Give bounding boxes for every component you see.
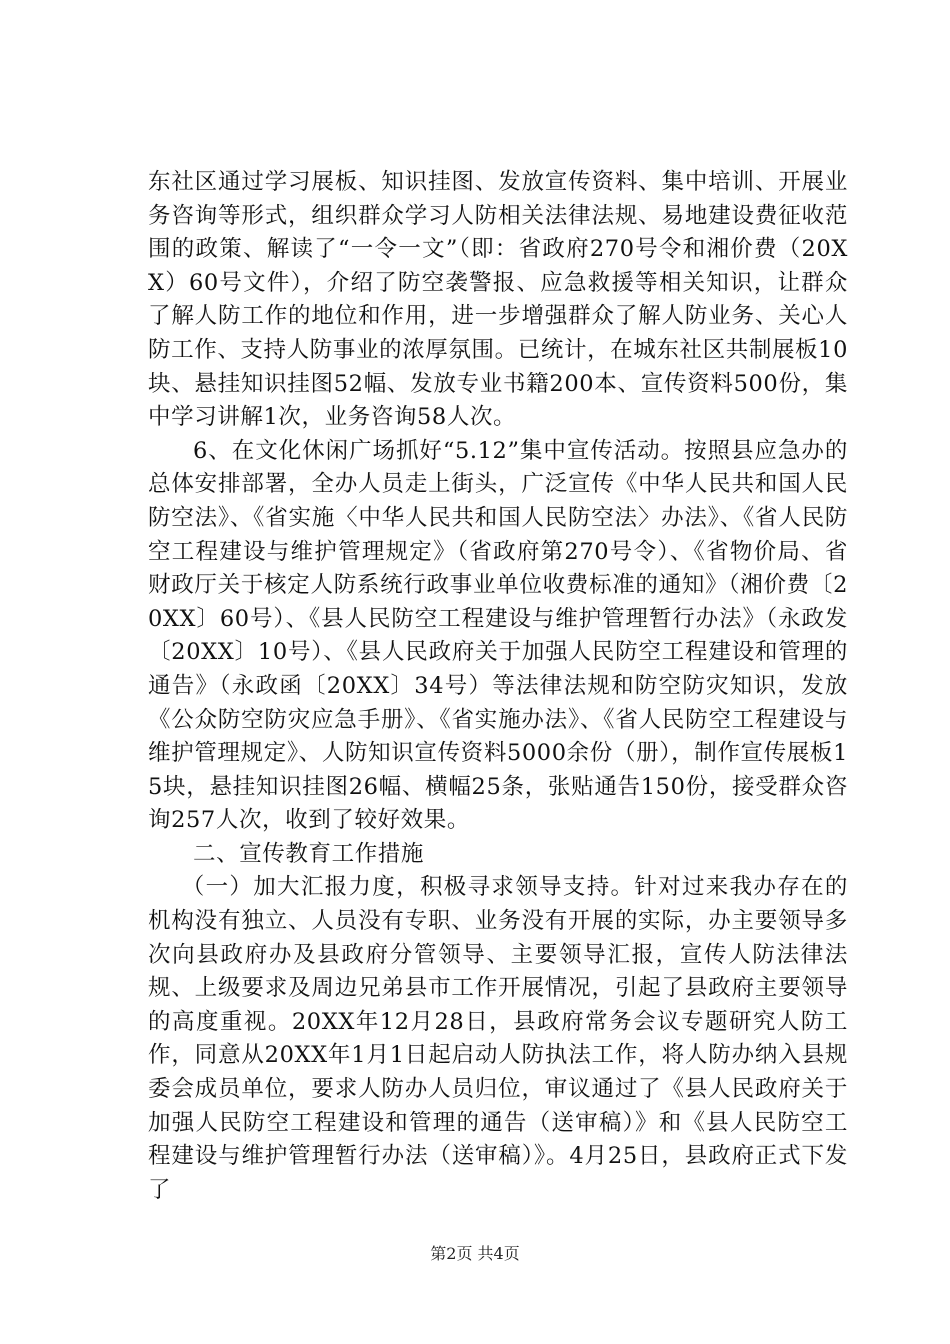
document-body — [148, 166, 848, 1207]
page-footer: 第2页 共4页 — [430, 1244, 520, 1263]
paragraph-continuation: 东社区通过学习展板、知识挂图、发放宣传资料、集中培训、开展业务咨询等形式，组织群众学习人防相关法律法规、易地建设费征收范围的政策、解读了“一令一文”（即：省政府270号令和湘价费（20XX）60号文件），介绍了防空袭警报、应急救援等相关知识，让群众了解人防工作的地位和作用，进一步增强群众了解人防业务、关心人防工作、支持人防事业的浓厚氛围。已统计，在城东社区共制展板10块、悬挂知识挂图52幅、发放专业书籍200本、宣传资料500份，集中学习讲解1次，业务咨询58人次。 — [148, 169, 848, 431]
paragraph-measure-1: （一）加大汇报力度，积极寻求领导支持。针对过来我办存在的机构没有独立、人员没有专职、业务没有开展的实际，办主要领导多次向县政府办及县政府分管领导、主要领导汇报，宣传人防法律法规、上级要求及周边兄弟县市工作开展情况，引起了县政府主要领导的高度重视。20XX年12月28日，县政府常务会议专题研究人防工作，同意从20XX年1月1日起启动人防执法工作，将人防办纳入县规委会成员单位，要求人防办人员归位，审议通过了《县人民政府关于加强人民防空工程建设和管理的通告（送审稿）》和《县人民防空工程建设与维护管理暂行办法（送审稿）》。4月25日，县政府正式下发了 — [148, 874, 848, 1203]
section-heading-2: 二、宣传教育工作措施 — [193, 840, 425, 867]
paragraph-item-6: 6、在文化休闲广场抓好“5.12”集中宣传活动。按照县应急办的总体安排部署，全办人员走上街头，广泛宣传《中华人民共和国人民防空法》、《省实施〈中华人民共和国人民防空法〉办法》、《省人民防空工程建设与维护管理规定》（省政府第270号令）、《省物价局、省财政厅关于核定人防系统行政事业单位收费标准的通知》（湘价费〔20XX〕60号）、《县人民防空工程建设与维护管理暂行办法》（永政发〔20XX〕10号）、《县人民政府关于加强人民防空工程建设和管理的通告》（永政函〔20XX〕34号）等法律法规和防空防灾知识，发放《公众防空防灾应急手册》、《省实施办法》、《省人民防空工程建设与维护管理规定》、人防知识宣传资料5000余份（册），制作宣传展板15块，悬挂知识挂图26幅、横幅25条，张贴通告150份，接受群众咨询257人次，收到了较好效果。 — [148, 437, 848, 834]
